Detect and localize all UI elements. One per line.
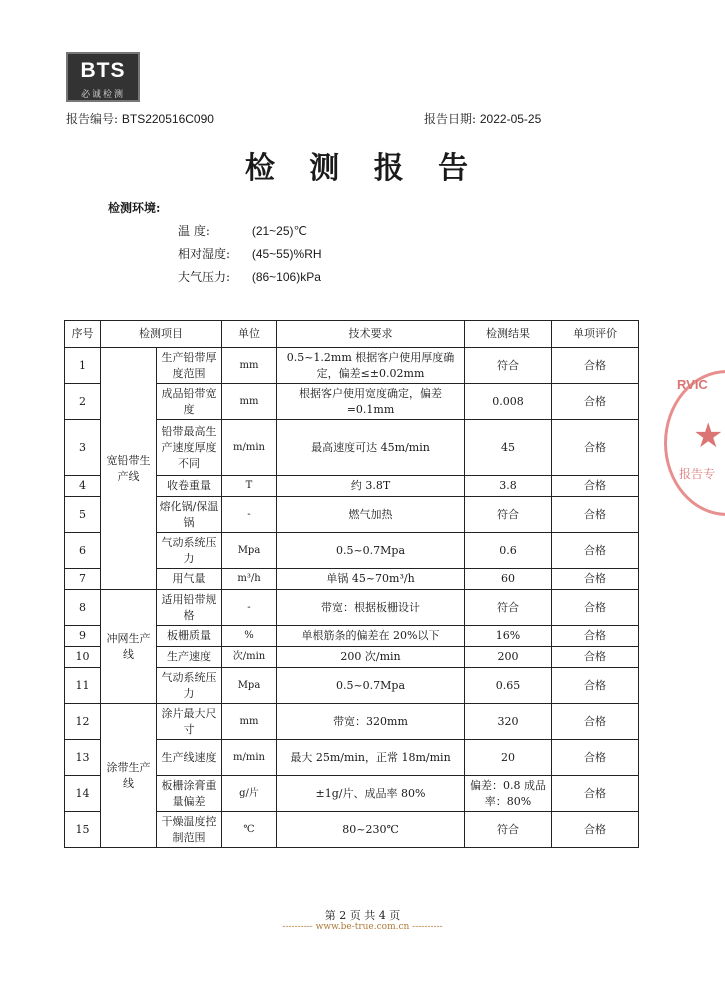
requirement-cell: 最大 25m/min，正常 18m/min xyxy=(277,740,465,776)
header-cell: 序号 xyxy=(65,321,101,348)
result-cell: 偏差：0.8 成品率：80% xyxy=(465,776,552,812)
header-cell: 单项评价 xyxy=(552,321,639,348)
environment-label: 大气压力: xyxy=(178,270,231,284)
environment-row xyxy=(178,245,322,262)
report-date-label: 报告日期: xyxy=(424,112,477,126)
unit-cell: - xyxy=(222,497,277,533)
item-name: 板栅质量 xyxy=(157,626,222,647)
unit-cell: m/min xyxy=(222,420,277,476)
footer-url: ---------- www.be-true.com.cn ---------- xyxy=(282,922,443,932)
requirement-cell: 最高速度可达 45m/min xyxy=(277,420,465,476)
requirement-cell: 0.5~0.7Mpa xyxy=(277,533,465,569)
item-name: 成品铅带宽度 xyxy=(157,384,222,420)
row-number: 13 xyxy=(65,740,101,776)
company-seal xyxy=(664,370,725,516)
requirement-cell: 带宽：320mm xyxy=(277,704,465,740)
result-cell: 320 xyxy=(465,704,552,740)
item-name: 干燥温度控制范围 xyxy=(157,812,222,848)
result-cell: 45 xyxy=(465,420,552,476)
item-name: 涂片最大尺寸 xyxy=(157,704,222,740)
row-number: 5 xyxy=(65,497,101,533)
result-cell: 60 xyxy=(465,569,552,590)
environment-row xyxy=(178,222,307,239)
item-name: 熔化锅/保温锅 xyxy=(157,497,222,533)
logo-tagline: 必诚检测 xyxy=(80,90,125,100)
report-date-value: 2022-05-25 xyxy=(479,112,542,126)
item-name: 生产速度 xyxy=(157,647,222,668)
evaluation-cell: 合格 xyxy=(552,812,639,848)
report-date xyxy=(424,110,541,127)
unit-cell: T xyxy=(222,476,277,497)
unit-cell: Mpa xyxy=(222,668,277,704)
logo-brand: BTS xyxy=(80,59,126,82)
evaluation-cell: 合格 xyxy=(552,348,639,384)
environment-value: (45~55)%RH xyxy=(251,247,322,261)
result-cell: 3.8 xyxy=(465,476,552,497)
group-label: 冲网生产线 xyxy=(101,590,157,704)
result-cell: 符合 xyxy=(465,348,552,384)
evaluation-cell: 合格 xyxy=(552,569,639,590)
unit-cell: m³/h xyxy=(222,569,277,590)
unit-cell: mm xyxy=(222,348,277,384)
evaluation-cell: 合格 xyxy=(552,476,639,497)
requirement-cell: 单锅 45~70m³/h xyxy=(277,569,465,590)
result-cell: 符合 xyxy=(465,497,552,533)
report-number xyxy=(66,110,214,127)
row-number: 10 xyxy=(65,647,101,668)
group-label: 涂带生产线 xyxy=(101,704,157,848)
unit-cell: % xyxy=(222,626,277,647)
report-number-value: BTS220516C090 xyxy=(121,112,214,126)
row-number: 1 xyxy=(65,348,101,384)
page-number: 第 2 页 共 4 页 xyxy=(324,909,401,922)
item-name: 生产铅带厚度范围 xyxy=(157,348,222,384)
evaluation-cell: 合格 xyxy=(552,740,639,776)
row-number: 3 xyxy=(65,420,101,476)
item-name: 板栅涂膏重量偏差 xyxy=(157,776,222,812)
evaluation-cell: 合格 xyxy=(552,704,639,740)
row-number: 6 xyxy=(65,533,101,569)
evaluation-cell: 合格 xyxy=(552,626,639,647)
header-cell: 技术要求 xyxy=(277,321,465,348)
table-row xyxy=(65,348,639,384)
requirement-cell: 约 3.8T xyxy=(277,476,465,497)
result-cell: 200 xyxy=(465,647,552,668)
item-name: 用气量 xyxy=(157,569,222,590)
company-logo xyxy=(66,52,140,102)
item-name: 气动系统压力 xyxy=(157,668,222,704)
result-cell: 0.65 xyxy=(465,668,552,704)
row-number: 7 xyxy=(65,569,101,590)
unit-cell: - xyxy=(222,590,277,626)
unit-cell: 次/min xyxy=(222,647,277,668)
header-cell: 单位 xyxy=(222,321,277,348)
table-header-row xyxy=(65,321,639,348)
unit-cell: ℃ xyxy=(222,812,277,848)
report-number-label: 报告编号: xyxy=(66,112,119,126)
item-name: 铅带最高生产速度厚度不同 xyxy=(157,420,222,476)
environment-value: (21~25)℃ xyxy=(251,224,307,238)
row-number: 11 xyxy=(65,668,101,704)
requirement-cell: ±1g/片、成品率 80% xyxy=(277,776,465,812)
environment-row xyxy=(178,268,321,285)
table-row xyxy=(65,704,639,740)
unit-cell: mm xyxy=(222,384,277,420)
document-title: 检 测 报 告 xyxy=(244,151,481,186)
requirement-cell: 0.5~0.7Mpa xyxy=(277,668,465,704)
environment-label: 相对湿度: xyxy=(178,247,231,261)
evaluation-cell: 合格 xyxy=(552,647,639,668)
environment-value: (86~106)kPa xyxy=(251,270,321,284)
requirement-cell: 根据客户使用宽度确定，偏差=0.1mm xyxy=(277,384,465,420)
seal-text-top: RVIC xyxy=(677,377,708,392)
item-name: 气动系统压力 xyxy=(157,533,222,569)
environment-title: 检测环境: xyxy=(108,201,161,215)
requirement-cell: 单根筋条的偏差在 20%以下 xyxy=(277,626,465,647)
requirement-cell: 80~230℃ xyxy=(277,812,465,848)
header-cell: 检测项目 xyxy=(101,321,222,348)
row-number: 14 xyxy=(65,776,101,812)
evaluation-cell: 合格 xyxy=(552,590,639,626)
table-row xyxy=(65,590,639,626)
item-name: 生产线速度 xyxy=(157,740,222,776)
unit-cell: mm xyxy=(222,704,277,740)
result-cell: 16% xyxy=(465,626,552,647)
header-cell: 检测结果 xyxy=(465,321,552,348)
unit-cell: Mpa xyxy=(222,533,277,569)
row-number: 12 xyxy=(65,704,101,740)
evaluation-cell: 合格 xyxy=(552,497,639,533)
results-table xyxy=(64,320,639,848)
evaluation-cell: 合格 xyxy=(552,533,639,569)
unit-cell: g/片 xyxy=(222,776,277,812)
requirement-cell: 200 次/min xyxy=(277,647,465,668)
row-number: 8 xyxy=(65,590,101,626)
group-label: 宽铅带生产线 xyxy=(101,348,157,590)
row-number: 4 xyxy=(65,476,101,497)
seal-star-icon: ★ xyxy=(693,416,724,456)
row-number: 9 xyxy=(65,626,101,647)
result-cell: 符合 xyxy=(465,812,552,848)
row-number: 15 xyxy=(65,812,101,848)
evaluation-cell: 合格 xyxy=(552,776,639,812)
item-name: 适用铅带规格 xyxy=(157,590,222,626)
item-name: 收卷重量 xyxy=(157,476,222,497)
seal-text-bottom: 报告专 xyxy=(679,467,716,481)
result-cell: 20 xyxy=(465,740,552,776)
requirement-cell: 0.5~1.2mm 根据客户使用厚度确定，偏差≤±0.02mm xyxy=(277,348,465,384)
row-number: 2 xyxy=(65,384,101,420)
result-cell: 0.6 xyxy=(465,533,552,569)
evaluation-cell: 合格 xyxy=(552,668,639,704)
result-cell: 符合 xyxy=(465,590,552,626)
evaluation-cell: 合格 xyxy=(552,420,639,476)
environment-label: 温 度: xyxy=(178,224,210,238)
result-cell: 0.008 xyxy=(465,384,552,420)
unit-cell: m/min xyxy=(222,740,277,776)
requirement-cell: 燃气加热 xyxy=(277,497,465,533)
evaluation-cell: 合格 xyxy=(552,384,639,420)
requirement-cell: 带宽：根据板栅设计 xyxy=(277,590,465,626)
